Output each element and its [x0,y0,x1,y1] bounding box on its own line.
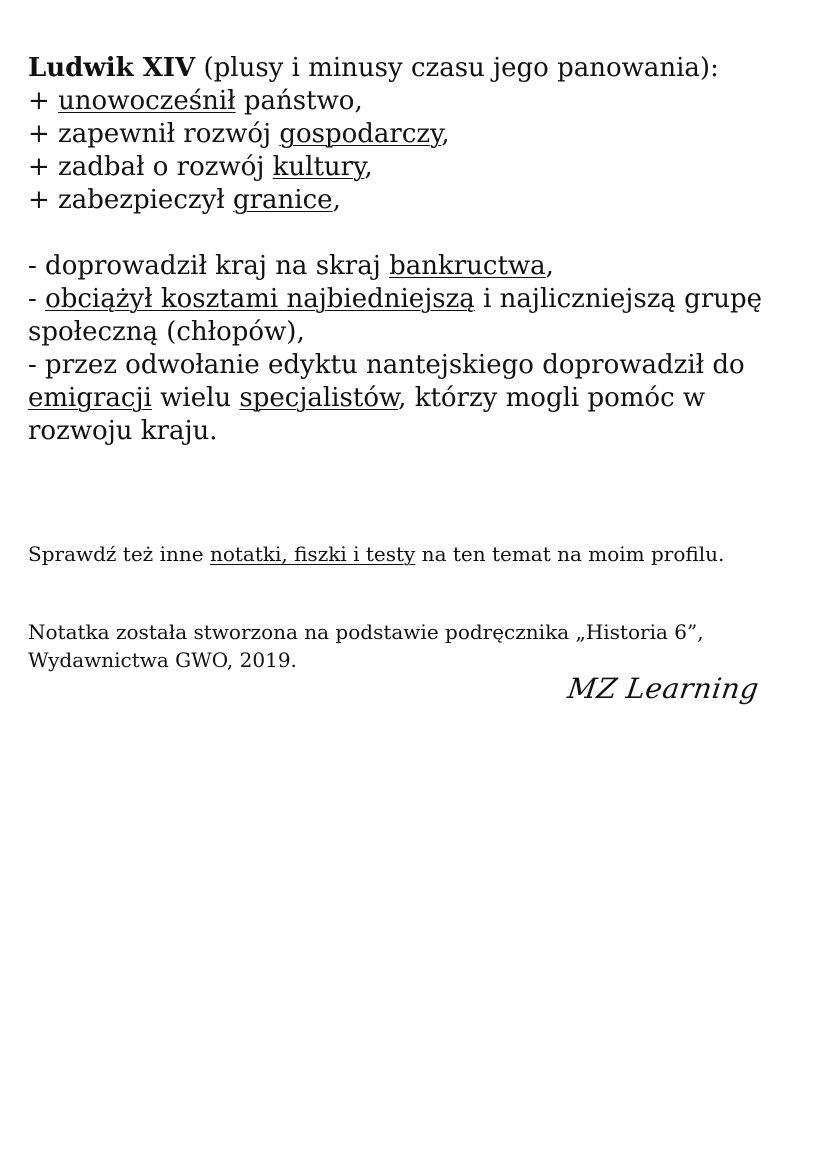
pro-suffix: państwo, [235,86,363,116]
pro-prefix: + zapewnił rozwój [28,119,280,149]
check-suffix: na ten temat na moim profilu. [415,542,725,566]
heading-name: Ludwik XIV [28,53,196,83]
con-item [28,349,808,448]
con-prefix: - [28,284,46,314]
pro-keyword: gospodarczy [279,119,442,149]
pro-keyword: granice [232,185,333,215]
con-keyword: bankructwa [389,251,546,281]
pro-keyword: unowocześnił [58,86,236,116]
con-prefix: - doprowadził kraj na skraj [28,251,390,281]
section-gap [28,217,808,250]
heading-subtitle: (plusy i minusy czasu jego panowania): [195,53,719,83]
con-keyword: emigracji [28,383,152,413]
con-suffix: i najliczniejszą grupę społeczną (chłopów), [28,284,763,347]
profile-link[interactable]: notatki, fiszki i testy [209,542,416,566]
source-note: Notatka została stworzona na podstawie podręcznika „Historia 6”, Wydawnictwa GWO, 2019. [28,620,704,672]
pro-keyword: kultury [272,152,365,182]
note-body [28,52,808,448]
author-signature: MZ Learning [565,672,762,705]
pro-item [28,184,808,217]
con-item [28,283,808,349]
con-text: - przez odwołanie edyktu nantejskiego doprowadził do [28,350,745,380]
con-suffix: , [545,251,554,281]
pro-item [28,151,808,184]
pro-suffix: , [441,119,450,149]
pro-suffix: , [364,152,373,182]
con-text: wielu [151,383,240,413]
pro-item [28,118,808,151]
check-profile-note [28,540,808,568]
con-keyword: obciążył kosztami najbiedniejszą [45,284,475,314]
pro-prefix: + zadbał o rozwój [28,152,273,182]
con-item [28,250,808,283]
pro-item [28,85,808,118]
pro-suffix: , [332,185,341,215]
pro-prefix: + zabezpieczył [28,185,233,215]
check-prefix: Sprawdź też inne [28,542,210,566]
con-text: , którzy mogli pomóc w rozwoju kraju. [28,383,706,446]
pro-prefix: + [28,86,59,116]
note-heading [28,52,808,85]
con-keyword: specjalistów [239,383,399,413]
